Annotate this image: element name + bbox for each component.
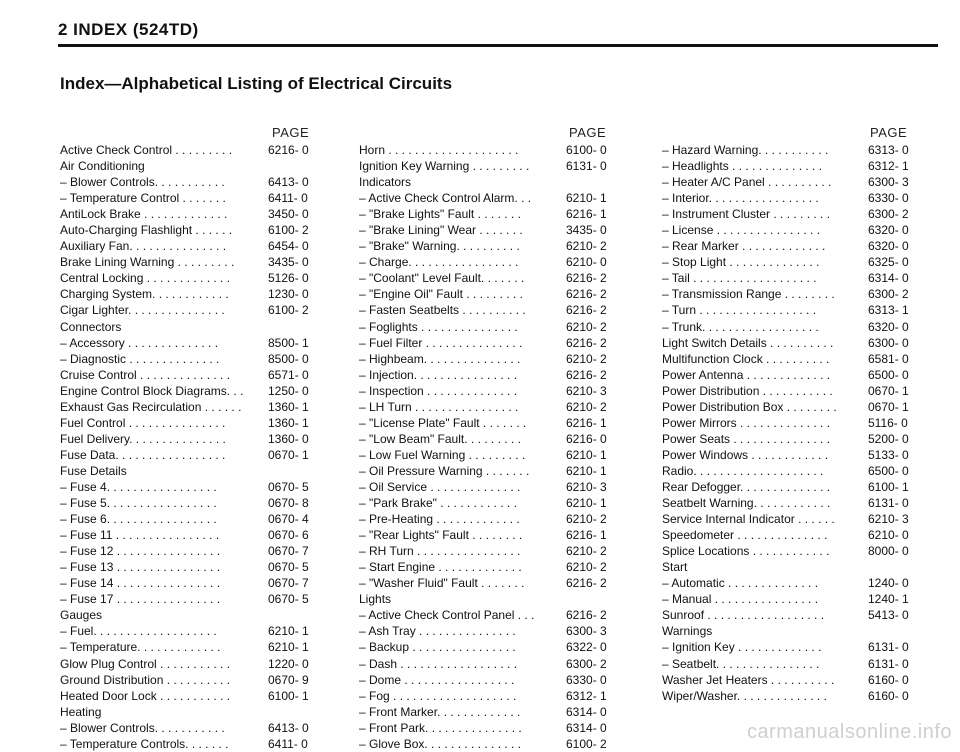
entry-label: – Temperature Controls. . . . . . . xyxy=(60,736,229,751)
entry-page: 6300- 0 xyxy=(868,335,909,350)
entry-label: – Interior. . . . . . . . . . . . . . . . . xyxy=(662,191,819,206)
entry-page: 8500- 1 xyxy=(268,335,309,350)
entry-label: – Active Check Control Alarm. . . xyxy=(359,191,532,206)
entry-page: 6160- 0 xyxy=(868,672,909,687)
entry-page: 5116- 0 xyxy=(868,415,908,430)
entry-label: – Tail . . . . . . . . . . . . . . . . . . . xyxy=(662,271,817,286)
entry-label: Cigar Lighter. . . . . . . . . . . . . . . xyxy=(60,303,225,318)
entry-label: – Dash . . . . . . . . . . . . . . . . . . xyxy=(359,656,518,671)
entry-page: 6131- 0 xyxy=(566,159,607,174)
entry-page: 0670- 4 xyxy=(268,512,309,527)
page-header xyxy=(58,20,928,40)
entry-label: Lights xyxy=(359,592,392,607)
entry-label: – Dome . . . . . . . . . . . . . . . . . xyxy=(359,672,515,687)
entry-page: 6300- 2 xyxy=(566,656,607,671)
entry-label: – Transmission Range . . . . . . . . xyxy=(662,287,835,302)
entry-label: – Hazard Warning. . . . . . . . . . . xyxy=(662,143,829,157)
entry-label: – Fuel Filter . . . . . . . . . . . . . . . xyxy=(359,335,523,350)
entry-page: 6100- 2 xyxy=(566,736,607,751)
entry-label: Charging System. . . . . . . . . . . . xyxy=(60,287,229,302)
entry-page: 1360- 1 xyxy=(268,399,309,414)
entry-label: Warnings xyxy=(662,624,713,639)
entry-label: Power Seats . . . . . . . . . . . . . . . xyxy=(662,431,831,446)
entry-page: 6216- 2 xyxy=(566,303,607,318)
entry-label: – "Coolant" Level Fault. . . . . . . xyxy=(359,271,525,286)
entry-page: 1360- 0 xyxy=(268,431,309,446)
entry-label: Indicators xyxy=(359,175,412,190)
entry-page: 6210- 0 xyxy=(868,528,909,543)
entry-label: – Heater A/C Panel . . . . . . . . . . xyxy=(662,175,832,190)
entry-label: – Diagnostic . . . . . . . . . . . . . . xyxy=(60,351,220,366)
entry-label: – Automatic . . . . . . . . . . . . . . xyxy=(662,576,819,591)
entry-label: Power Distribution Box . . . . . . . . xyxy=(662,399,837,414)
entry-label: – Backup . . . . . . . . . . . . . . . . xyxy=(359,640,516,655)
entry-page: 3435- 0 xyxy=(566,223,607,238)
entry-label: – Fuse 13 . . . . . . . . . . . . . . . . xyxy=(60,560,221,575)
entry-label: – Fog . . . . . . . . . . . . . . . . . . . xyxy=(359,688,517,703)
entry-page: 3435- 0 xyxy=(268,255,309,270)
entry-label: – "Rear Lights" Fault . . . . . . . . xyxy=(359,528,523,543)
entry-label: Power Distribution . . . . . . . . . . . xyxy=(662,383,833,398)
entry-page: 6216- 2 xyxy=(566,287,607,302)
entry-page: 6210- 3 xyxy=(868,512,909,527)
entry-page: 6210- 2 xyxy=(566,512,607,527)
entry-label: – Stop Light . . . . . . . . . . . . . . xyxy=(662,255,820,270)
entry-label: – "Engine Oil" Fault . . . . . . . . . xyxy=(359,287,523,302)
entry-page: 6300- 2 xyxy=(868,287,909,302)
entry-page: 0670- 1 xyxy=(868,383,909,398)
page-header-title: 2 INDEX (524TD) xyxy=(58,20,199,39)
page-column-label: PAGE xyxy=(870,125,908,140)
entry-label: Engine Control Block Diagrams. . . xyxy=(60,383,244,398)
entry-page: 6210- 1 xyxy=(268,624,309,639)
entry-page: 6216- 1 xyxy=(566,415,607,430)
entry-page: 6100- 2 xyxy=(268,303,309,318)
entry-label: Auto-Charging Flashlight . . . . . . xyxy=(60,223,233,238)
entry-label: Ignition Key Warning . . . . . . . . . xyxy=(359,159,530,174)
entry-label: – "Low Beam" Fault. . . . . . . . . xyxy=(359,431,521,446)
entry-page: 6314- 0 xyxy=(868,271,909,286)
entry-page: 5126- 0 xyxy=(268,271,309,286)
entry-label: Light Switch Details . . . . . . . . . . xyxy=(662,335,834,350)
entry-label: – Instrument Cluster . . . . . . . . . xyxy=(662,207,831,222)
entry-page: 6131- 0 xyxy=(868,640,909,655)
section-title: Index—Alphabetical Listing of Electrical Circuits xyxy=(60,74,453,93)
entry-label: Brake Lining Warning . . . . . . . . . xyxy=(60,255,235,270)
entry-label: – Glove Box. . . . . . . . . . . . . . . xyxy=(359,736,522,751)
entry-page: 6413- 0 xyxy=(268,175,309,190)
entry-label: – Fuse 6. . . . . . . . . . . . . . . . . xyxy=(60,512,217,527)
entry-label: – Ignition Key . . . . . . . . . . . . . xyxy=(662,640,822,655)
entry-page: 6413- 0 xyxy=(268,720,309,735)
entry-label: – Low Fuel Warning . . . . . . . . . xyxy=(359,447,526,462)
entry-page: 6320- 0 xyxy=(868,319,909,334)
entry-label: – Trunk. . . . . . . . . . . . . . . . . . xyxy=(662,319,819,334)
entry-label: – Oil Service . . . . . . . . . . . . . . xyxy=(359,479,521,494)
entry-label: – Temperature. . . . . . . . . . . . . xyxy=(60,640,221,655)
entry-page: 0670- 1 xyxy=(268,447,309,462)
entry-label: Fuel Delivery. . . . . . . . . . . . . . . xyxy=(60,431,226,446)
entry-label: Seatbelt Warning. . . . . . . . . . . . xyxy=(662,496,831,511)
entry-page: 6300- 3 xyxy=(566,624,607,639)
entry-label: – "Brake" Warning. . . . . . . . . . xyxy=(359,239,520,254)
entry-label: – "Park Brake" . . . . . . . . . . . . xyxy=(359,496,517,511)
entry-label: Splice Locations . . . . . . . . . . . . xyxy=(662,544,830,559)
entry-label: Fuse Details xyxy=(60,463,127,478)
page-column-label: PAGE xyxy=(272,125,310,140)
entry-label: – Fuse 4. . . . . . . . . . . . . . . . . xyxy=(60,479,217,494)
entry-page: 6131- 0 xyxy=(868,656,909,671)
entry-label: Start xyxy=(662,560,688,575)
entry-page: 6216- 0 xyxy=(268,143,309,157)
entry-page: 6100- 1 xyxy=(268,688,309,703)
entry-page: 6325- 0 xyxy=(868,255,909,270)
header-rule xyxy=(58,44,938,47)
entry-label: – Pre-Heating . . . . . . . . . . . . . xyxy=(359,512,520,527)
entry-page: 6300- 2 xyxy=(868,207,909,222)
entry-label: Washer Jet Heaters . . . . . . . . . . xyxy=(662,672,835,687)
entry-page: 6160- 0 xyxy=(868,688,909,703)
entry-page: 6216- 1 xyxy=(566,528,607,543)
entry-page: 6411- 0 xyxy=(268,736,308,751)
entry-label: Connectors xyxy=(60,319,122,334)
entry-page: 5133- 0 xyxy=(868,447,909,462)
entry-page: 6216- 2 xyxy=(566,576,607,591)
entry-page: 6210- 3 xyxy=(566,479,607,494)
entry-label: – Inspection . . . . . . . . . . . . . . xyxy=(359,383,518,398)
entry-page: 6313- 1 xyxy=(868,303,909,318)
entry-label: Horn . . . . . . . . . . . . . . . . . . . . xyxy=(359,143,519,157)
entry-label: – Headlights . . . . . . . . . . . . . . xyxy=(662,159,823,174)
entry-label: AntiLock Brake . . . . . . . . . . . . . xyxy=(60,207,228,222)
entry-page: 6411- 0 xyxy=(268,191,308,206)
entry-label: – Ash Tray . . . . . . . . . . . . . . . xyxy=(359,624,516,639)
entry-page: 6216- 0 xyxy=(566,431,607,446)
entry-page: 6330- 0 xyxy=(566,672,607,687)
entry-page: 6500- 0 xyxy=(868,367,909,382)
entry-page: 6313- 0 xyxy=(868,143,909,157)
entry-label: – Oil Pressure Warning . . . . . . . xyxy=(359,463,530,478)
page-column-label: PAGE xyxy=(569,125,607,140)
entry-page: 1240- 0 xyxy=(868,576,909,591)
entry-label: – Fuse 14 . . . . . . . . . . . . . . . . xyxy=(60,576,221,591)
entry-label: – Blower Controls. . . . . . . . . . . xyxy=(60,175,225,190)
entry-label: – RH Turn . . . . . . . . . . . . . . . . xyxy=(359,544,521,559)
entry-page: 6210- 2 xyxy=(566,239,607,254)
entry-label: Sunroof . . . . . . . . . . . . . . . . . . xyxy=(662,608,825,623)
entry-label: Speedometer . . . . . . . . . . . . . . xyxy=(662,528,828,543)
entry-page: 6216- 2 xyxy=(566,367,607,382)
entry-label: – Front Park. . . . . . . . . . . . . . . xyxy=(359,720,522,735)
entry-label: – Manual . . . . . . . . . . . . . . . . xyxy=(662,592,819,607)
entry-label: Power Antenna . . . . . . . . . . . . . xyxy=(662,367,831,382)
entry-label: Active Check Control . . . . . . . . . xyxy=(60,143,233,157)
entry-page: 0670- 5 xyxy=(268,560,309,575)
entry-page: 6500- 0 xyxy=(868,463,909,478)
entry-page: 6210- 1 xyxy=(268,640,309,655)
entry-label: – Turn . . . . . . . . . . . . . . . . . . xyxy=(662,303,817,318)
entry-page: 5200- 0 xyxy=(868,431,909,446)
entry-page: 6300- 3 xyxy=(868,175,909,190)
entry-page: 6210- 1 xyxy=(566,447,607,462)
entry-label: – Active Check Control Panel . . . xyxy=(359,608,535,623)
entry-label: Exhaust Gas Recirculation . . . . . . xyxy=(60,399,242,414)
entry-page: 6100- 2 xyxy=(268,223,309,238)
entry-label: – "License Plate" Fault . . . . . . . xyxy=(359,415,527,430)
entry-label: – "Washer Fluid" Fault . . . . . . . xyxy=(359,576,525,591)
watermark: carmanualsonline.info xyxy=(746,721,952,743)
entry-page: 6100- 1 xyxy=(868,479,909,494)
entry-page: 6210- 1 xyxy=(566,463,607,478)
entry-page: 0670- 1 xyxy=(868,399,909,414)
entry-label: – Seatbelt. . . . . . . . . . . . . . . . xyxy=(662,656,820,671)
entry-label: – Fuse 11 . . . . . . . . . . . . . . . . xyxy=(60,528,220,543)
entry-page: 6216- 2 xyxy=(566,335,607,350)
entry-page: 0670- 5 xyxy=(268,592,309,607)
entry-page: 0670- 9 xyxy=(268,672,309,687)
entry-label: – Fuse 12 . . . . . . . . . . . . . . . . xyxy=(60,544,221,559)
entry-page: 6330- 0 xyxy=(868,191,909,206)
entry-label: Heated Door Lock . . . . . . . . . . . xyxy=(60,688,231,703)
entry-label: Air Conditioning xyxy=(60,159,145,174)
entry-label: Fuel Control . . . . . . . . . . . . . . . xyxy=(60,415,226,430)
entry-page: 8500- 0 xyxy=(268,351,309,366)
entry-label: – Front Marker. . . . . . . . . . . . . xyxy=(359,704,521,719)
entry-page: 6100- 0 xyxy=(566,143,607,157)
entry-label: – Fuel. . . . . . . . . . . . . . . . . . . xyxy=(60,624,217,639)
entry-label: Radio. . . . . . . . . . . . . . . . . . . . xyxy=(662,463,824,478)
entry-page: 6210- 0 xyxy=(566,255,607,270)
entry-page: 6314- 0 xyxy=(566,704,607,719)
entry-label: Service Internal Indicator . . . . . . xyxy=(662,512,835,527)
entry-page: 5413- 0 xyxy=(868,608,909,623)
entry-page: 0670- 5 xyxy=(268,479,309,494)
entry-page: 6312- 1 xyxy=(868,159,909,174)
entry-label: – Rear Marker . . . . . . . . . . . . . xyxy=(662,239,826,254)
entry-page: 0670- 6 xyxy=(268,528,309,543)
entry-label: – Fuse 5. . . . . . . . . . . . . . . . . xyxy=(60,496,217,511)
entry-page: 6210- 2 xyxy=(566,351,607,366)
entry-label: Power Mirrors . . . . . . . . . . . . . . xyxy=(662,415,831,430)
entry-label: Multifunction Clock . . . . . . . . . . xyxy=(662,351,830,366)
entry-page: 3450- 0 xyxy=(268,207,309,222)
entry-label: – Highbeam. . . . . . . . . . . . . . . xyxy=(359,351,521,366)
entry-label: – LH Turn . . . . . . . . . . . . . . . . xyxy=(359,399,519,414)
entry-label: – Blower Controls. . . . . . . . . . . xyxy=(60,720,225,735)
entry-page: 6216- 1 xyxy=(566,207,607,222)
entry-page: 6216- 2 xyxy=(566,608,607,623)
entry-page: 6216- 2 xyxy=(566,271,607,286)
entry-label: Rear Defogger. . . . . . . . . . . . . . xyxy=(662,479,831,494)
entry-label: Cruise Control . . . . . . . . . . . . . . xyxy=(60,367,231,382)
entry-label: – "Brake Lights" Fault . . . . . . . xyxy=(359,207,521,222)
entry-page: 6314- 0 xyxy=(566,720,607,735)
entry-label: Heating xyxy=(60,704,102,719)
entry-page: 6210- 2 xyxy=(566,399,607,414)
entry-label: Power Windows . . . . . . . . . . . . xyxy=(662,447,829,462)
entry-label: – Start Engine . . . . . . . . . . . . . xyxy=(359,560,522,575)
entry-label: – Charge. . . . . . . . . . . . . . . . . xyxy=(359,255,519,270)
entry-page: 6320- 0 xyxy=(868,239,909,254)
entry-page: 6571- 0 xyxy=(268,367,309,382)
entry-page: 6210- 2 xyxy=(566,544,607,559)
entry-page: 0670- 7 xyxy=(268,576,309,591)
entry-page: 0670- 8 xyxy=(268,496,309,511)
entry-label: Fuse Data. . . . . . . . . . . . . . . . . xyxy=(60,447,226,462)
entry-page: 1250- 0 xyxy=(268,383,309,398)
entry-page: 1230- 0 xyxy=(268,287,309,302)
entry-label: – Temperature Control . . . . . . . xyxy=(60,191,226,206)
entry-label: Auxiliary Fan. . . . . . . . . . . . . . . xyxy=(60,239,227,254)
entry-label: – Injection. . . . . . . . . . . . . . . . xyxy=(359,367,518,382)
entry-page: 8000- 0 xyxy=(868,544,909,559)
entry-label: – Fasten Seatbelts . . . . . . . . . . xyxy=(359,303,526,318)
entry-page: 1360- 1 xyxy=(268,415,309,430)
entry-page: 1240- 1 xyxy=(868,592,909,607)
entry-page: 6210- 1 xyxy=(566,191,607,206)
entry-label: Central Locking . . . . . . . . . . . . . xyxy=(60,271,231,286)
entry-label: Glow Plug Control . . . . . . . . . . . xyxy=(60,656,231,671)
entry-label: – Foglights . . . . . . . . . . . . . . . xyxy=(359,319,518,334)
entry-page: 6454- 0 xyxy=(268,239,309,254)
entry-label: Wiper/Washer. . . . . . . . . . . . . . xyxy=(662,688,827,703)
entry-page: 6322- 0 xyxy=(566,640,607,655)
entry-label: – License . . . . . . . . . . . . . . . . xyxy=(662,223,821,238)
entry-page: 6320- 0 xyxy=(868,223,909,238)
entry-page: 1220- 0 xyxy=(268,656,309,671)
entry-label: – Accessory . . . . . . . . . . . . . . xyxy=(60,335,219,350)
entry-page: 6210- 2 xyxy=(566,319,607,334)
entry-page: 6210- 3 xyxy=(566,383,607,398)
entry-page: 6210- 1 xyxy=(566,496,607,511)
entry-page: 6581- 0 xyxy=(868,351,909,366)
entry-label: – "Brake Lining" Wear . . . . . . . xyxy=(359,223,523,238)
entry-page: 6312- 1 xyxy=(566,688,607,703)
entry-page: 6131- 0 xyxy=(868,496,909,511)
entry-label: – Fuse 17 . . . . . . . . . . . . . . . . xyxy=(60,592,221,607)
entry-page: 0670- 7 xyxy=(268,544,309,559)
entry-label: Ground Distribution . . . . . . . . . . xyxy=(60,672,231,687)
entry-page: 6210- 2 xyxy=(566,560,607,575)
entry-label: Gauges xyxy=(60,608,103,623)
